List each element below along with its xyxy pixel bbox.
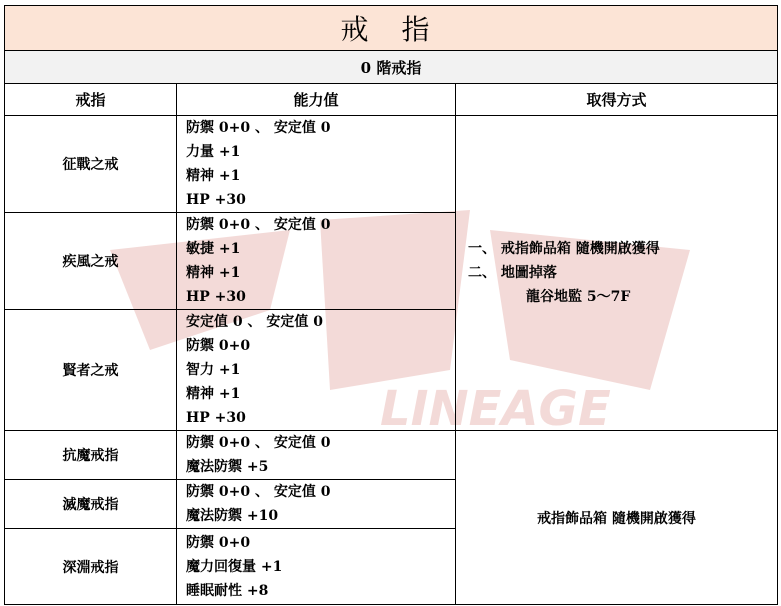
table-row	[5, 116, 778, 213]
header-ring: 戒指	[5, 84, 177, 116]
stat: 睡眠耐性 +8	[186, 582, 269, 599]
ring-stats	[177, 431, 456, 480]
stat: HP +30	[186, 410, 246, 426]
stat: 防禦 0+0 、 安定值 0	[186, 120, 331, 136]
ring-name: 賢者之戒	[5, 310, 177, 431]
ring-stats	[177, 529, 456, 605]
ring-name: 深淵戒指	[5, 529, 177, 605]
source-line: 一、 戒指飾品箱 隨機開啟獲得	[468, 241, 660, 257]
stat: 魔法防禦 +5	[186, 459, 269, 475]
stat: 精神 +1	[186, 168, 241, 184]
ring-name: 滅魔戒指	[5, 480, 177, 529]
section-subtitle: 0 階戒指	[5, 51, 778, 84]
ring-name: 征戰之戒	[5, 116, 177, 213]
stat: 智力 +1	[186, 362, 241, 378]
stat: 防禦 0+0 、 安定值 0	[186, 435, 331, 451]
source-line: 龍谷地監 5～7F	[526, 289, 631, 305]
svg-text:LINEAGE: LINEAGE	[380, 381, 611, 437]
stat: HP +30	[186, 192, 246, 208]
ring-stats	[177, 480, 456, 529]
stat: 力量 +1	[186, 144, 241, 160]
stat: 魔力回復量 +1	[186, 558, 283, 575]
rings-table	[4, 5, 778, 605]
table-row	[5, 431, 778, 480]
page-title: 戒 指	[5, 6, 778, 51]
ring-stats	[177, 116, 456, 213]
stat: HP +30	[186, 289, 246, 305]
stat: 防禦 0+0 、 安定值 0	[186, 217, 331, 233]
stat: 防禦 0+0	[186, 534, 251, 551]
ring-stats	[177, 310, 456, 431]
header-source: 取得方式	[456, 84, 778, 116]
stat: 精神 +1	[186, 265, 241, 281]
stat: 安定值 0 、 安定值 0	[186, 314, 323, 330]
stat: 防禦 0+0	[186, 338, 251, 354]
ring-stats	[177, 213, 456, 310]
ring-name: 疾風之戒	[5, 213, 177, 310]
stat: 防禦 0+0 、 安定值 0	[186, 484, 331, 500]
source-cell: 戒指飾品箱 隨機開啟獲得	[456, 431, 778, 605]
source-cell	[456, 116, 778, 431]
source-line: 二、 地圖掉落	[468, 265, 557, 281]
ring-name: 抗魔戒指	[5, 431, 177, 480]
stat: 敏捷 +1	[186, 241, 241, 257]
stat: 精神 +1	[186, 386, 241, 402]
header-stats: 能力值	[177, 84, 456, 116]
stat: 魔法防禦 +10	[186, 508, 279, 524]
